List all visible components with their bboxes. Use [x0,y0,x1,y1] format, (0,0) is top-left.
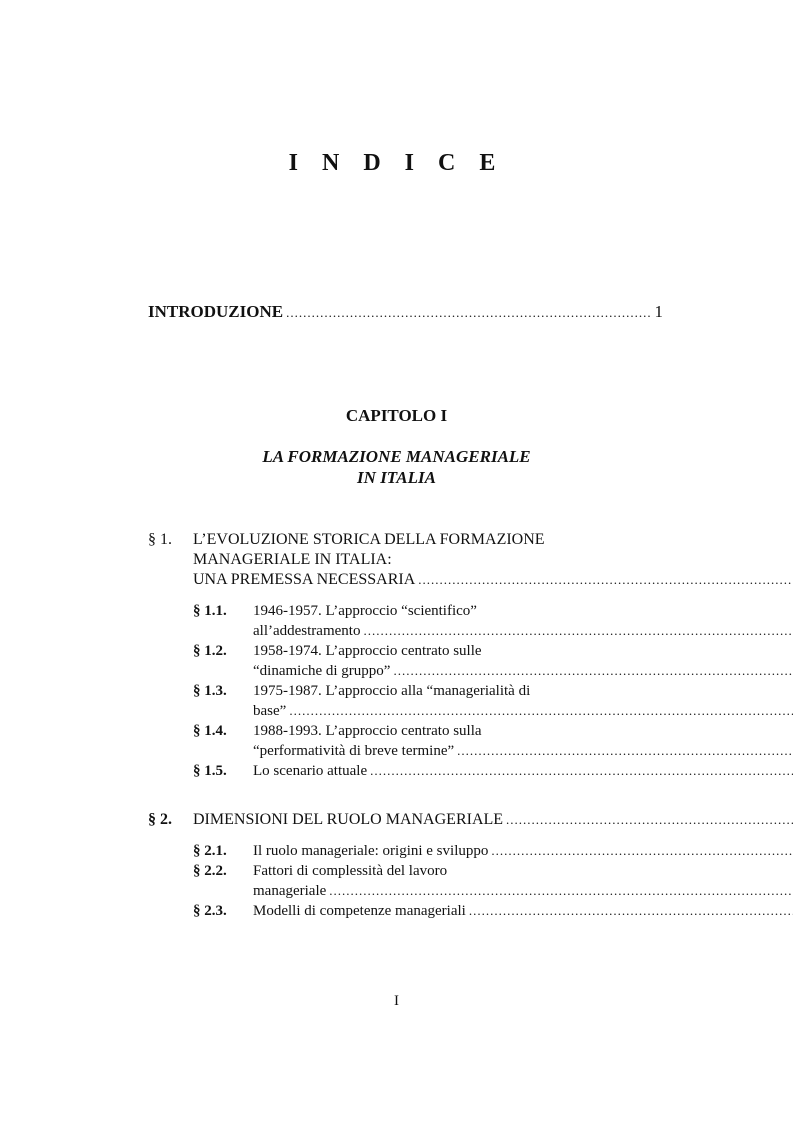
toc-entry-subsection-2-1[interactable] [193,841,665,861]
toc-section-2 [148,810,665,921]
toc-entry-text: all’addestramento [253,623,361,639]
dot-leader [329,881,793,901]
toc-entry-introduction[interactable] [148,302,663,322]
toc-entry-subsection-2-2[interactable] [193,861,665,901]
index-title: I N D I C E [288,150,505,176]
footer-page-number: I [394,993,399,1009]
dot-leader [286,305,651,321]
chapter-heading: CAPITOLO I [345,406,448,425]
subsection-mark: § 1.3. [193,683,227,699]
toc-entry-subsection-1-3[interactable] [193,681,665,721]
subsection-mark: § 1.1. [193,603,227,619]
toc-entry-text: Lo scenario attuale [253,763,368,779]
toc-page-number: 1 [654,302,663,321]
toc-entry-section-2[interactable] [148,810,665,830]
subsection-mark: § 1.2. [193,643,227,659]
toc-entry-subsection-1-4[interactable] [193,721,665,761]
subsection-mark: § 2.1. [193,843,227,859]
toc-entry-label: INTRODUZIONE [148,302,284,321]
toc-entry-text: manageriale [253,883,327,899]
toc-entry-text: DIMENSIONI DEL RUOLO MANAGERIALE [193,811,504,828]
toc-entry-subsection-1-5[interactable] [193,761,665,781]
dot-leader [457,741,793,761]
section-mark: § 1. [148,531,172,548]
toc-entry-text: base” [253,703,287,719]
subsection-list [193,841,665,921]
toc-entry-text: 1975-1987. L’approccio alla “managerialità di [253,683,531,699]
toc-entry-text: 1988-1993. L’approccio centrato sulla [253,723,482,739]
toc-entry-subsection-2-3[interactable] [193,901,665,921]
dot-leader [418,570,793,590]
chapter-title-line: IN ITALIA [357,468,436,487]
toc-entry-text: Il ruolo manageriale: origini e sviluppo [253,843,489,859]
toc-entry-subsection-1-1[interactable] [193,601,665,641]
dot-leader [469,901,793,921]
chapter-title [0,446,793,488]
subsection-mark: § 1.5. [193,763,227,779]
toc-entry-text: Fattori di complessità del lavoro [253,863,448,879]
toc-entry-text: 1946-1957. L’approccio “scientifico” [253,603,477,619]
toc-entry-text: UNA PREMESSA NECESSARIA [193,571,416,588]
subsection-mark: § 2.2. [193,863,227,879]
subsection-list [193,601,665,781]
chapter-title-line: LA FORMAZIONE MANAGERIALE [262,447,531,466]
dot-leader [363,621,793,641]
toc-entry-subsection-1-2[interactable] [193,641,665,681]
toc-section-1 [148,530,665,781]
section-mark: § 2. [148,811,172,828]
dot-leader [393,661,793,681]
toc-entry-text: MANAGERIALE IN ITALIA: [193,551,392,568]
dot-leader [370,761,793,781]
dot-leader [491,841,793,861]
toc-entry-section-1[interactable] [148,530,665,590]
toc-entry-text: “dinamiche di gruppo” [253,663,391,679]
dot-leader [289,701,793,721]
toc-entry-text: Modelli di competenze manageriali [253,903,466,919]
dot-leader [506,810,793,830]
toc-entry-text: 1958-1974. L’approccio centrato sulle [253,643,482,659]
subsection-mark: § 1.4. [193,723,227,739]
toc-entry-text: L’EVOLUZIONE STORICA DELLA FORMAZIONE [193,531,545,548]
subsection-mark: § 2.3. [193,903,227,919]
toc-entry-text: “performatività di breve termine” [253,743,455,759]
